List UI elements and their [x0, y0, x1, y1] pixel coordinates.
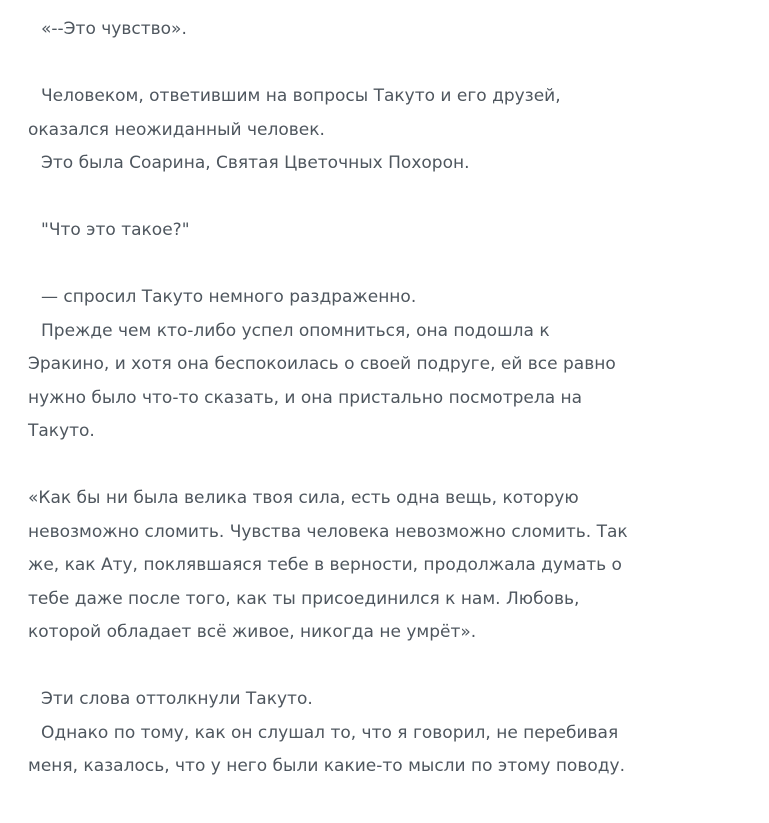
paragraph: «Как бы ни была велика твоя сила, есть одна вещь, которую невозможно сломить. Чувства человека невозможно сломить. Так же, как Ату, поклявшаяся тебе в верности, продолжала думать о тебе даже после того, как ты присоединился к нам. Любовь, которой обладает всё живое, никогда не умрёт». — [28, 488, 628, 642]
paragraph: «--Это чувство». — [41, 19, 187, 39]
paragraph-spacer — [28, 47, 628, 81]
paragraph: Это была Соарина, Святая Цветочных Похорон. — [41, 153, 470, 173]
paragraph-spacer — [28, 248, 628, 282]
paragraph: Человеком, ответившим на вопросы Такуто и его друзей, оказался неожиданный человек. — [28, 86, 561, 140]
paragraph: Прежде чем кто-либо успел опомниться, она подошла к Эракино, и хотя она беспокоилась о своей подруге, ей все равно нужно было что-то сказать, и она пристально посмотрела на Такуто. — [28, 320, 616, 441]
paragraph-spacer — [28, 650, 628, 684]
paragraph: Однако по тому, как он слушал то, что я говорил, не перебивая меня, казалось, что у него были какие-то мысли по этому поводу. — [28, 722, 625, 776]
paragraph-spacer — [28, 181, 628, 215]
paragraph-spacer — [28, 449, 628, 483]
paragraph: Эти слова оттолкнули Такуто. — [41, 689, 313, 709]
paragraph: "Что это такое?" — [41, 220, 190, 240]
paragraph: — спросил Такуто немного раздраженно. — [41, 287, 417, 307]
